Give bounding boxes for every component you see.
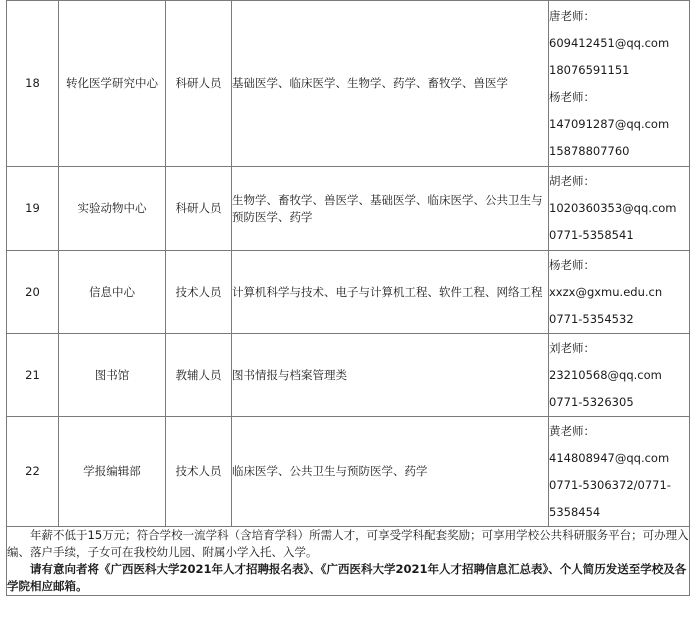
contact-email[interactable]: 609412451@qq.com: [549, 35, 670, 50]
row-number: 19: [7, 167, 59, 251]
contact-person: 胡老师：: [549, 174, 595, 188]
position-type: 技术人员: [166, 417, 232, 527]
contact-email[interactable]: xxzx@gxmu.edu.cn: [549, 284, 663, 299]
contact-phone: 18076591151: [549, 62, 630, 77]
contact-cell: [549, 167, 690, 251]
table-row: [7, 167, 690, 251]
contact-person: 黄老师：: [549, 423, 595, 438]
row-number: 22: [7, 417, 59, 527]
contact-email[interactable]: 414808947@qq.com: [549, 450, 670, 465]
contact-phone: 5358454: [549, 504, 601, 519]
position-type: 科研人员: [166, 1, 232, 167]
contact-email[interactable]: 147091287@qq.com: [549, 116, 670, 131]
table-row: [7, 251, 690, 334]
unit-name: 信息中心: [59, 251, 166, 334]
benefits-note: 年薪不低于15万元；符合学校一流学科（含培育学科）所需人才，可享受学科配套奖励；可享用学校公共科研服务平台；可办理入编、落户手续，子女可在我校幼儿园、附属小学入托、入学。: [7, 528, 689, 559]
contact-person: 杨老师：: [549, 89, 595, 104]
unit-name: 图书馆: [59, 334, 166, 417]
contact-person: 唐老师：: [549, 8, 595, 23]
position-type: 教辅人员: [166, 334, 232, 417]
contact-cell: [549, 417, 690, 527]
major-requirement: 图书情报与档案管理类: [232, 334, 549, 417]
row-number: 20: [7, 251, 59, 334]
contact-cell: [549, 1, 690, 167]
major-requirement: 计算机科学与技术、电子与计算机工程、软件工程、网络工程: [232, 251, 549, 334]
contact-phone: 0771-5354532: [549, 311, 634, 326]
contact-phone: 0771-5306372/0771-: [549, 477, 671, 492]
table-row: [7, 1, 690, 167]
major-requirement: 基础医学、临床医学、生物学、药学、畜牧学、兽医学: [232, 1, 549, 167]
contact-phone: 0771-5358541: [549, 228, 634, 242]
recruitment-table: [6, 0, 690, 596]
contact-person: 杨老师：: [549, 257, 595, 272]
unit-name: 转化医学研究中心: [59, 1, 166, 167]
contact-email[interactable]: 1020360353@qq.com: [549, 201, 677, 215]
contact-cell: [549, 251, 690, 334]
major-requirement: 生物学、畜牧学、兽医学、基础医学、临床医学、公共卫生与预防医学、药学: [232, 167, 549, 251]
position-type: 科研人员: [166, 167, 232, 251]
contact-phone: 15878807760: [549, 143, 630, 158]
contact-email[interactable]: 23210568@qq.com: [549, 367, 662, 382]
row-number: 18: [7, 1, 59, 167]
table-row: [7, 334, 690, 417]
table-row: [7, 417, 690, 527]
major-requirement: 临床医学、公共卫生与预防医学、药学: [232, 417, 549, 527]
application-instruction: 请有意向者将《广西医科大学2021年人才招聘报名表》、《广西医科大学2021年人才招聘信息汇总表》、个人简历发送至学校及各学院相应邮箱。: [7, 562, 687, 593]
contact-phone: 0771-5326305: [549, 394, 634, 409]
note-cell: [7, 527, 690, 596]
note-row: [7, 527, 690, 596]
contact-cell: [549, 334, 690, 417]
position-type: 技术人员: [166, 251, 232, 334]
unit-name: 实验动物中心: [59, 167, 166, 251]
row-number: 21: [7, 334, 59, 417]
unit-name: 学报编辑部: [59, 417, 166, 527]
contact-person: 刘老师：: [549, 340, 595, 355]
